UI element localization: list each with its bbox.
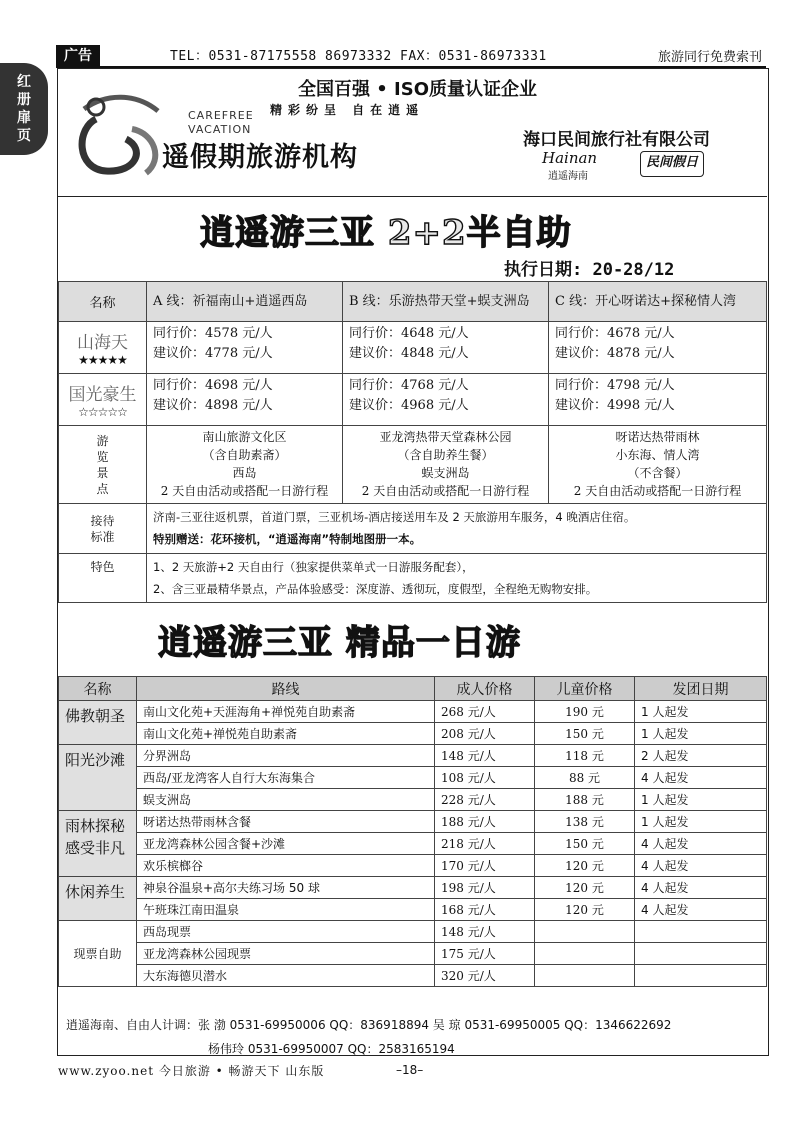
departure: 4 人起发 [635, 767, 767, 789]
reception-label [59, 504, 147, 554]
adult-price: 218 元/人 [435, 833, 535, 855]
sights-cell [549, 426, 767, 504]
child-price: 150 元 [535, 723, 635, 745]
table-row [59, 374, 767, 426]
child-price: 88 元 [535, 767, 635, 789]
group-name: 现票自助 [59, 921, 137, 987]
route-cell: 亚龙湾森林公园含餐+沙滩 [137, 833, 435, 855]
header-cell: A 线：祈福南山+逍遥西岛 [147, 282, 343, 322]
price-cell [147, 374, 343, 426]
table-row [59, 833, 767, 855]
hotel-cell [59, 374, 147, 426]
free-copy-note: 旅游同行免费索刊 [657, 50, 762, 65]
peer-price: 同行价：4798 元/人 [555, 378, 675, 393]
subslogan: 精彩纷呈 自在逍遥 [270, 103, 425, 117]
adult-price: 208 元/人 [435, 723, 535, 745]
child-price: 190 元 [535, 701, 635, 723]
route-cell: 欢乐槟榔谷 [137, 855, 435, 877]
sight-line: （含自助素斋） [202, 448, 287, 462]
suggested-price: 建议价：4778 元/人 [153, 346, 273, 361]
hotel-name: 山海天 [77, 333, 128, 353]
route-cell: 南山文化苑+禅悦苑自助素斋 [137, 723, 435, 745]
departure [635, 921, 767, 943]
agency-name: 海口民间旅行社有限公司 [523, 130, 710, 150]
route-cell: 午班珠江南田温泉 [137, 899, 435, 921]
adult-price: 168 元/人 [435, 899, 535, 921]
table-row [59, 965, 767, 987]
exec-date: 执行日期: 20-28/12 [504, 260, 675, 280]
peer-price: 同行价：4698 元/人 [153, 378, 273, 393]
departure: 1 人起发 [635, 811, 767, 833]
side-tab [0, 63, 48, 155]
departure: 4 人起发 [635, 877, 767, 899]
contacts [66, 1013, 671, 1061]
table-row [59, 855, 767, 877]
table-row [59, 943, 767, 965]
group-name: 阳光沙滩 [59, 745, 137, 811]
departure: 2 人起发 [635, 745, 767, 767]
group-name: 佛教朝圣 [59, 701, 137, 745]
table-row [59, 701, 767, 723]
departure: 4 人起发 [635, 855, 767, 877]
route-cell: 蜈支洲岛 [137, 789, 435, 811]
header-cell: 发团日期 [635, 677, 767, 701]
hainan-logo: Hainan [542, 149, 598, 167]
child-price [535, 965, 635, 987]
departure: 4 人起发 [635, 899, 767, 921]
sight-line: 西岛 [232, 466, 257, 480]
footer-url: www.zyoo.net 今日旅游 • 畅游天下 山东版 [58, 1064, 325, 1078]
header-cell: 儿童价格 [535, 677, 635, 701]
sight-line: 2 天自由活动或搭配一日游行程 [573, 484, 742, 498]
adult-price: 148 元/人 [435, 745, 535, 767]
route-cell: 亚龙湾森林公园现票 [137, 943, 435, 965]
adult-price: 148 元/人 [435, 921, 535, 943]
header-cell: 成人价格 [435, 677, 535, 701]
label-line: 接待 [90, 513, 115, 528]
gift-text: 特别赠送：花环接机，“逍遥海南”特制地图册一本。 [153, 532, 422, 546]
departure [635, 965, 767, 987]
sight-line: （含自助养生餐） [397, 448, 494, 462]
adult-price: 228 元/人 [435, 789, 535, 811]
table-row [59, 811, 767, 833]
suggested-price: 建议价：4968 元/人 [349, 398, 469, 413]
table-row [59, 899, 767, 921]
table-row [59, 723, 767, 745]
adult-price: 320 元/人 [435, 965, 535, 987]
route-cell: 分界洲岛 [137, 745, 435, 767]
departure [635, 943, 767, 965]
label-line: 标准 [90, 529, 115, 544]
adult-price: 188 元/人 [435, 811, 535, 833]
package-table [58, 281, 767, 603]
label-char: 览 [96, 449, 109, 464]
star-rating: ☆☆☆☆☆ [78, 405, 127, 419]
sights-cell [147, 426, 343, 504]
price-cell [147, 322, 343, 374]
child-price: 188 元 [535, 789, 635, 811]
brand-en-line1: CAREFREE [188, 109, 254, 122]
peer-price: 同行价：4768 元/人 [349, 378, 469, 393]
section-semi-self-guided [58, 197, 767, 603]
child-price: 120 元 [535, 855, 635, 877]
adult-price: 170 元/人 [435, 855, 535, 877]
brand-en-line2: VACATION [188, 123, 252, 136]
suggested-price: 建议价：4898 元/人 [153, 398, 273, 413]
page-number: –18– [396, 1063, 424, 1077]
table-row [59, 789, 767, 811]
feature-line: 2、含三亚最精华景点，产品体验感受：深度游、透彻玩，度假型，全程绝无购物安排。 [153, 582, 598, 596]
child-price [535, 943, 635, 965]
slogan: 全国百强 • ISO质量认证企业 [298, 79, 537, 100]
table-row [59, 426, 767, 504]
header-cell: 路线 [137, 677, 435, 701]
label-char: 景 [96, 465, 109, 480]
label-char: 游 [96, 433, 109, 448]
sights-label [59, 426, 147, 504]
sight-line: 2 天自由活动或搭配一日游行程 [160, 484, 329, 498]
table-row [59, 554, 767, 603]
departure: 1 人起发 [635, 723, 767, 745]
child-price: 120 元 [535, 877, 635, 899]
route-cell: 呀诺达热带雨林含餐 [137, 811, 435, 833]
star-rating: ★★★★★ [78, 353, 127, 367]
sight-line: 南山旅游文化区 [202, 430, 287, 444]
header-cell: 名称 [59, 677, 137, 701]
price-cell [549, 322, 767, 374]
price-cell [549, 374, 767, 426]
contact-line: 杨伟玲 0531-69950007 QQ：2583165194 [208, 1042, 455, 1056]
child-price: 150 元 [535, 833, 635, 855]
suggested-price: 建议价：4878 元/人 [555, 346, 675, 361]
group-name: 休闲养生 [59, 877, 137, 921]
route-cell: 西岛/亚龙湾客人自行大东海集合 [137, 767, 435, 789]
peer-price: 同行价：4678 元/人 [555, 326, 675, 341]
route-cell: 大东海德贝潜水 [137, 965, 435, 987]
sight-line: 2 天自由活动或搭配一日游行程 [361, 484, 530, 498]
sights-cell [343, 426, 549, 504]
suggested-price: 建议价：4848 元/人 [349, 346, 469, 361]
child-price: 138 元 [535, 811, 635, 833]
sight-line: 呀诺达热带雨林 [615, 430, 700, 444]
adult-price: 198 元/人 [435, 877, 535, 899]
header-cell: 名称 [59, 282, 147, 322]
peer-price: 同行价：4648 元/人 [349, 326, 469, 341]
features-label: 特色 [59, 554, 147, 603]
group-name: 雨林探秘感受非凡 [59, 811, 137, 877]
header-cell: C 线：开心呀诺达+探秘情人湾 [549, 282, 767, 322]
day-tour-table [58, 676, 767, 987]
child-price: 120 元 [535, 899, 635, 921]
table-row [59, 504, 767, 554]
swirl-logo-icon [66, 89, 176, 181]
table-row [59, 745, 767, 767]
departure: 1 人起发 [635, 789, 767, 811]
section-b-title: 逍遥游三亚 精品一日游 [158, 623, 521, 663]
suggested-price: 建议价：4998 元/人 [555, 398, 675, 413]
hotel-name: 国光豪生 [68, 385, 137, 405]
sight-line: 小东海、情人湾 [615, 448, 700, 462]
table-row [59, 921, 767, 943]
side-tab-char: 红 [17, 74, 31, 90]
side-tab-char: 扉 [17, 110, 31, 126]
brand-name: 遥假期旅游机构 [162, 142, 358, 173]
route-cell: 西岛现票 [137, 921, 435, 943]
ad-label: 广告 [56, 45, 100, 67]
ad-frame [57, 68, 769, 1056]
feature-line: 1、2 天旅游+2 天自由行（独家提供菜单式一日游服务配套）， [153, 560, 474, 574]
departure: 1 人起发 [635, 701, 767, 723]
table-header-row [59, 677, 767, 701]
label-char: 点 [96, 481, 109, 496]
header-cell: B 线：乐游热带天堂+蜈支洲岛 [343, 282, 549, 322]
price-cell [343, 374, 549, 426]
features-cell [147, 554, 767, 603]
departure: 4 人起发 [635, 833, 767, 855]
contact-line: 逍遥海南、自由人计调：张 渤 0531-69950006 QQ：836918894 吴 琼 0531-69950005 QQ：1346622692 [66, 1018, 672, 1032]
peer-price: 同行价：4578 元/人 [153, 326, 273, 341]
reception-text: 济南-三亚往返机票，首道门票，三亚机场-酒店接送用车及 2 天旅游用车服务，4 晚酒店住宿。 [153, 510, 636, 524]
ad-header [58, 69, 767, 197]
table-row [59, 322, 767, 374]
price-cell [343, 322, 549, 374]
minjian-holiday-logo: 民间假日 [640, 151, 704, 177]
adult-price: 108 元/人 [435, 767, 535, 789]
table-header-row [59, 282, 767, 322]
route-cell: 神泉谷温泉+高尔夫练习场 50 球 [137, 877, 435, 899]
hainan-logo-sub: 逍遥海南 [548, 171, 588, 182]
child-price: 118 元 [535, 745, 635, 767]
tel-fax-line: TEL：0531-87175558 86973332 FAX：0531-86973331 [170, 49, 547, 64]
table-row [59, 767, 767, 789]
child-price [535, 921, 635, 943]
sight-line: （不含餐） [627, 466, 688, 480]
route-cell: 南山文化苑+天涯海角+禅悦苑自助素斋 [137, 701, 435, 723]
sight-line: 蜈支洲岛 [421, 466, 470, 480]
side-tab-char: 册 [17, 92, 31, 108]
adult-price: 175 元/人 [435, 943, 535, 965]
section-a-title: 逍遥游三亚 2+2半自助 [200, 213, 572, 253]
sight-line: 亚龙湾热带天堂森林公园 [379, 430, 512, 444]
hotel-cell [59, 322, 147, 374]
side-tab-char: 页 [17, 128, 31, 144]
reception-cell [147, 504, 767, 554]
adult-price: 268 元/人 [435, 701, 535, 723]
table-row [59, 877, 767, 899]
